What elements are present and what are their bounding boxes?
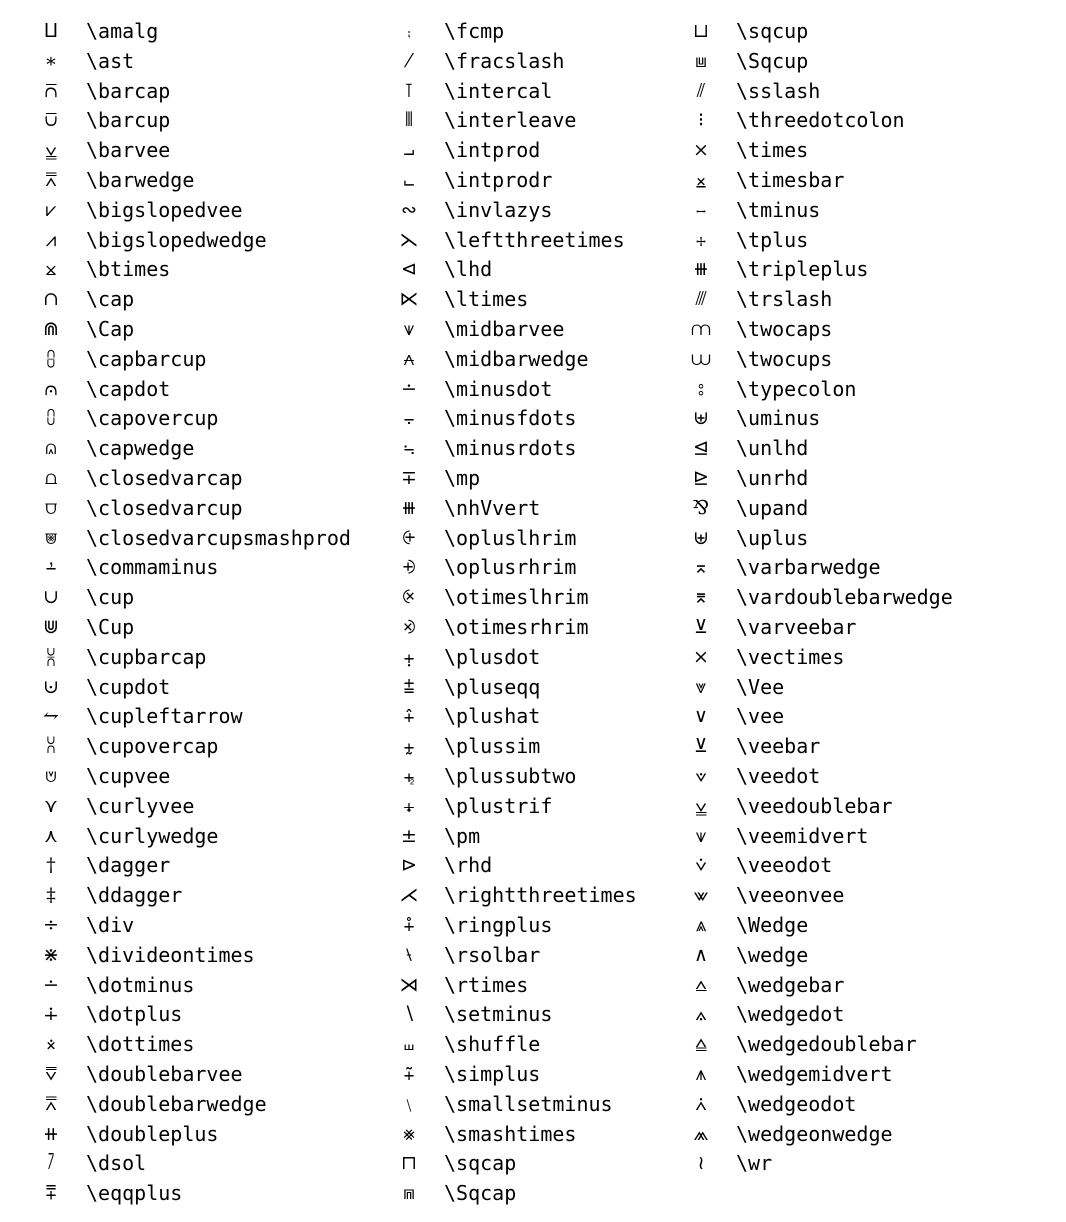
symbol-glyph: ⨯ xyxy=(693,645,709,668)
command-name: \rtimes xyxy=(444,972,529,997)
symbol-glyph: ∩ xyxy=(43,288,59,311)
symbol-glyph: ⩄ xyxy=(45,437,57,460)
command-name: \uminus xyxy=(736,406,821,431)
symbol-glyph: ⨭ xyxy=(402,526,416,549)
command-name: \Cap xyxy=(86,317,135,341)
symbol-glyph: ∸ xyxy=(43,973,59,996)
symbol-glyph: ⊓ xyxy=(401,1152,417,1175)
command-name: \closedvarcup xyxy=(86,495,243,520)
symbol-glyph: ⩚ xyxy=(695,1063,707,1085)
command-name: \veebar xyxy=(736,734,821,759)
symbol-glyph: ⩎ xyxy=(403,1182,415,1205)
symbol-glyph: × xyxy=(693,139,709,162)
symbol-glyph: ⨱ xyxy=(695,169,707,191)
command-name: \midbarwedge xyxy=(444,346,589,371)
command-name: \veedot xyxy=(736,764,821,788)
symbol-glyph: ⋊ xyxy=(399,973,419,996)
symbol-glyph: ⩀ xyxy=(44,377,58,400)
command-name: \tminus xyxy=(736,197,821,222)
command-name: \otimesrhrim xyxy=(444,615,589,639)
command-name: \capdot xyxy=(86,376,171,401)
symbol-glyph: ⩏ xyxy=(695,49,707,72)
symbol-glyph: ⩱ xyxy=(45,1182,57,1205)
command-name: \commaminus xyxy=(86,555,219,580)
symbol-glyph: ⊺ xyxy=(404,79,414,102)
command-name: \plussim xyxy=(444,734,541,759)
symbol-glyph: ⩠ xyxy=(695,1033,707,1056)
command-name: \fracslash xyxy=(444,48,565,73)
symbol-glyph: ± xyxy=(401,824,417,847)
symbol-glyph: ⩓ xyxy=(695,914,707,936)
command-name: \twocaps xyxy=(736,317,833,341)
symbol-glyph: ⨣ xyxy=(403,705,415,728)
symbol-glyph: ⩢ xyxy=(45,1063,57,1085)
command-name: \eqqplus xyxy=(86,1181,183,1206)
symbol-glyph: ⊴ xyxy=(693,437,709,460)
symbol-glyph: ⩟ xyxy=(695,973,707,996)
symbol-glyph: ⨫ xyxy=(403,437,415,460)
command-name: \intprod xyxy=(444,138,541,163)
command-name: \cup xyxy=(86,585,135,610)
symbol-glyph: ⫽ xyxy=(696,79,706,102)
symbol-glyph: ⋒ xyxy=(43,318,59,340)
command-name: \doubleplus xyxy=(86,1121,219,1146)
symbol-glyph: ⩃ xyxy=(44,79,58,102)
command-name: \varbarwedge xyxy=(736,555,881,580)
symbol-glyph: ⋎ xyxy=(44,794,58,817)
symbol-glyph: ≀ xyxy=(697,1152,705,1175)
command-name: \midbarvee xyxy=(444,317,565,341)
command-name: \minusfdots xyxy=(444,406,577,431)
command-name: \curlywedge xyxy=(86,823,219,848)
symbol-glyph: ﹨ xyxy=(399,1092,419,1115)
symbol-glyph: ⧾ xyxy=(696,228,706,251)
command-name: \otimeslhrim xyxy=(444,585,589,610)
command-name: \div xyxy=(86,913,135,937)
command-name: \timesbar xyxy=(736,168,845,192)
command-name: \simplus xyxy=(444,1062,541,1086)
symbol-glyph: ⋏ xyxy=(44,824,58,847)
command-name: \barwedge xyxy=(86,168,195,192)
symbol-glyph: ⋓ xyxy=(43,616,59,638)
symbol-glyph: ⩒ xyxy=(695,854,707,877)
command-name: \Vee xyxy=(736,674,785,699)
command-name: \intprodr xyxy=(444,168,553,192)
command-name: \wedgeonwedge xyxy=(736,1121,893,1146)
symbol-glyph: ⨼ xyxy=(403,139,415,162)
command-name: \doublebarwedge xyxy=(86,1091,267,1116)
symbol-glyph: ⩈ xyxy=(46,645,56,668)
symbol-glyph: ∖ xyxy=(402,1003,416,1026)
symbol-glyph: ⩌ xyxy=(44,496,58,519)
symbol-glyph: ⧺ xyxy=(43,1122,59,1145)
command-name: \doublebarvee xyxy=(86,1062,243,1086)
symbol-glyph: ∸ xyxy=(401,377,417,400)
symbol-glyph: † xyxy=(46,854,56,877)
symbol-glyph: ⩐ xyxy=(44,526,58,549)
symbol-glyph: ∧ xyxy=(694,943,708,966)
command-name: \pluseqq xyxy=(444,674,541,699)
symbol-glyph: ⊲ xyxy=(401,258,417,281)
symbol-glyph: ⧢ xyxy=(404,1033,414,1056)
symbol-glyph: ⩜ xyxy=(403,347,415,370)
command-name: \Wedge xyxy=(736,913,809,937)
symbol-glyph: ⁄ xyxy=(407,49,411,72)
command-name: \divideontimes xyxy=(86,942,255,967)
command-name: \Cup xyxy=(86,615,135,639)
command-name: \vardoublebarwedge xyxy=(736,585,953,610)
command-name: \minusdot xyxy=(444,376,553,401)
command-name: \cupbarcap xyxy=(86,644,207,669)
symbol-glyph: ⨤ xyxy=(403,1063,415,1085)
symbol-glyph: ⋇ xyxy=(43,943,59,966)
symbol-glyph: ∔ xyxy=(43,1003,59,1026)
command-name: \interleave xyxy=(444,108,577,133)
command-name: \smashtimes xyxy=(444,1121,577,1146)
command-name: \cupleftarrow xyxy=(86,704,243,729)
command-name: \tplus xyxy=(736,227,809,252)
symbol-glyph: ⨪ xyxy=(403,407,415,430)
command-name: \vectimes xyxy=(736,644,845,669)
command-name: \unrhd xyxy=(736,466,809,490)
command-name: \oplusrhrim xyxy=(444,555,577,580)
command-name: \sqcap xyxy=(444,1151,517,1176)
symbol-glyph: ⩔ xyxy=(695,675,707,698)
symbol-glyph: ⨧ xyxy=(403,765,415,787)
command-name: \dagger xyxy=(86,853,171,878)
symbol-glyph: ⧿ xyxy=(696,198,706,221)
symbol-glyph: ⩍ xyxy=(44,467,58,489)
command-name: \minusrdots xyxy=(444,436,577,461)
symbol-glyph: ⊎ xyxy=(693,526,709,549)
symbol-glyph: ⧻ xyxy=(693,258,709,281)
symbol-glyph: ⊔ xyxy=(693,20,709,42)
command-name: \pm xyxy=(444,823,481,848)
command-name: \rhd xyxy=(444,853,493,878)
command-name: \twocups xyxy=(736,346,833,371)
command-name: \leftthreetimes xyxy=(444,227,625,252)
command-name: \wedge xyxy=(736,942,809,967)
command-name: \plustrif xyxy=(444,793,553,818)
symbol-glyph: ∾ xyxy=(401,198,417,221)
command-name: \opluslhrim xyxy=(444,525,577,550)
command-name: \ringplus xyxy=(444,913,553,937)
command-name: \Sqcap xyxy=(444,1181,517,1206)
symbol-glyph: ⩋ xyxy=(691,318,711,340)
command-name: \closedvarcupsmashprod xyxy=(86,525,351,550)
command-name: \curlyvee xyxy=(86,793,195,818)
command-name: \wedgemidvert xyxy=(736,1062,893,1086)
command-name: \ltimes xyxy=(444,287,529,312)
command-name: \wr xyxy=(736,1151,773,1176)
command-name: \ast xyxy=(86,48,135,73)
symbol-glyph: ⩊ xyxy=(691,347,711,370)
command-name: \wedgeodot xyxy=(736,1091,857,1116)
command-name: \btimes xyxy=(86,257,171,282)
symbol-glyph: ⊻ xyxy=(694,616,708,638)
command-name: \shuffle xyxy=(444,1032,541,1057)
symbol-glyph: ⨮ xyxy=(402,556,416,579)
symbol-glyph: ⩉ xyxy=(46,347,56,370)
command-name: \veedoublebar xyxy=(736,793,893,818)
symbol-glyph: ⨨ xyxy=(403,794,415,817)
command-name: \sslash xyxy=(736,78,821,103)
symbol-glyph: ∪ xyxy=(43,586,59,609)
symbol-glyph: ⩘ xyxy=(45,228,57,251)
symbol-glyph: ⩇ xyxy=(46,407,56,430)
command-name: \mp xyxy=(444,466,481,490)
symbol-glyph: ⨰ xyxy=(45,1033,57,1056)
symbol-glyph: ⁝ xyxy=(697,109,705,132)
command-name: \invlazys xyxy=(444,197,553,222)
command-name: \capovercup xyxy=(86,406,219,431)
command-name: \bigslopedvee xyxy=(86,197,243,222)
command-name: \plussubtwo xyxy=(444,764,577,788)
symbol-glyph: ⩂ xyxy=(44,109,58,132)
symbol-glyph: ⩛ xyxy=(403,318,415,340)
command-name: \capbarcup xyxy=(86,346,207,371)
symbol-glyph: ⩣ xyxy=(695,794,707,817)
symbol-glyph: ∓ xyxy=(401,467,417,489)
symbol-glyph: ⌅ xyxy=(693,556,709,579)
symbol-glyph: ⩣ xyxy=(45,139,57,162)
command-name: \wedgedoublebar xyxy=(736,1032,917,1057)
command-name: \closedvarcap xyxy=(86,466,243,490)
symbol-glyph: ⊳ xyxy=(401,854,417,877)
symbol-glyph: ⨵ xyxy=(402,616,416,638)
symbol-glyph: ⨥ xyxy=(403,645,415,668)
symbol-glyph: ⊎ xyxy=(693,407,709,430)
symbol-glyph: ÷ xyxy=(43,914,59,936)
command-name: \cap xyxy=(86,287,135,312)
symbol-glyph: ⟑ xyxy=(695,1003,707,1026)
command-name: \barcap xyxy=(86,78,171,103)
command-name: \unlhd xyxy=(736,436,809,461)
symbol-glyph: ⨴ xyxy=(402,586,416,609)
command-name: \bigslopedwedge xyxy=(86,227,267,252)
command-name: \upand xyxy=(736,495,809,520)
symbol-glyph: ⩲ xyxy=(403,675,415,698)
symbol-glyph: ⨿ xyxy=(44,20,58,42)
symbol-glyph: ⥊ xyxy=(43,705,59,728)
symbol-glyph: ⩞ xyxy=(45,169,57,191)
command-name: \tripleplus xyxy=(736,257,869,282)
symbol-glyph: ∗ xyxy=(44,49,58,72)
command-name: \intercal xyxy=(444,78,553,103)
command-name: \vee xyxy=(736,704,785,729)
symbol-glyph: ⩞ xyxy=(45,1092,57,1115)
command-name: \Sqcup xyxy=(736,48,809,73)
symbol-glyph: ∨ xyxy=(694,705,708,728)
symbol-glyph: ⋉ xyxy=(399,288,419,311)
symbol-glyph: ⟇ xyxy=(695,765,707,787)
symbol-glyph: ⊻ xyxy=(694,735,708,758)
symbol-glyph: ⧶ xyxy=(47,1152,55,1175)
command-name: \uplus xyxy=(736,525,809,550)
symbol-glyph: ⦂ xyxy=(698,377,704,400)
command-name: \wedgedot xyxy=(736,1002,845,1027)
symbol-glyph: ⧻ xyxy=(401,496,417,519)
command-name: \dottimes xyxy=(86,1032,195,1057)
command-name: \threedotcolon xyxy=(736,108,905,133)
command-name: \varveebar xyxy=(736,615,857,639)
command-name: \dotminus xyxy=(86,972,195,997)
symbol-glyph: ⩅ xyxy=(45,765,57,787)
command-name: \sqcup xyxy=(736,19,809,43)
command-name: \wedgebar xyxy=(736,972,845,997)
command-name: \lhd xyxy=(444,257,493,282)
symbol-glyph: ⫻ xyxy=(695,288,707,311)
command-name: \ddagger xyxy=(86,883,183,908)
symbol-glyph: ⩛ xyxy=(695,824,707,847)
symbol-glyph: ⅋ xyxy=(692,496,710,519)
command-name: \dsol xyxy=(86,1151,147,1176)
command-name: \cupovercap xyxy=(86,734,219,759)
command-name: \capwedge xyxy=(86,436,195,461)
command-name: \smallsetminus xyxy=(444,1091,613,1116)
symbol-glyph: ⨽ xyxy=(403,169,415,191)
command-name: \nhVvert xyxy=(444,495,541,520)
command-name: \cupdot xyxy=(86,674,171,699)
command-name: \veemidvert xyxy=(736,823,869,848)
command-name: \barvee xyxy=(86,138,171,163)
symbol-glyph: ⨳ xyxy=(403,1122,415,1145)
command-name: \rsolbar xyxy=(444,942,541,967)
symbol-glyph: ⨩ xyxy=(45,556,57,579)
command-name: \veeonvee xyxy=(736,883,845,908)
command-name: \plushat xyxy=(444,704,541,729)
symbol-glyph: ⩗ xyxy=(45,198,57,221)
symbol-glyph: ⩖ xyxy=(693,884,709,907)
command-name: \typecolon xyxy=(736,376,857,401)
symbol-glyph: ⊵ xyxy=(693,467,709,489)
command-name: \trslash xyxy=(736,287,833,312)
command-name: \fcmp xyxy=(444,19,505,43)
command-name: \dotplus xyxy=(86,1002,183,1027)
symbol-glyph: ⩆ xyxy=(46,735,56,758)
symbol-glyph: ⋌ xyxy=(399,884,419,907)
command-name: \times xyxy=(736,138,809,163)
symbol-glyph: ⨢ xyxy=(403,914,415,936)
symbol-glyph: ⧷ xyxy=(405,943,413,966)
command-name: \barcup xyxy=(86,108,171,133)
symbol-glyph: ‡ xyxy=(46,884,56,907)
symbol-glyph: ⊍ xyxy=(43,675,59,698)
symbol-glyph: ⌆ xyxy=(693,586,709,609)
symbol-glyph: ⩑ xyxy=(695,1092,707,1115)
command-name: \cupvee xyxy=(86,764,171,788)
command-name: \amalg xyxy=(86,19,159,43)
command-name: \veeodot xyxy=(736,853,833,878)
command-name: \plusdot xyxy=(444,644,541,669)
command-name: \setminus xyxy=(444,1002,553,1027)
symbol-glyph: ⨲ xyxy=(45,258,57,281)
symbol-glyph: ⩕ xyxy=(693,1122,709,1145)
command-name: \rightthreetimes xyxy=(444,883,637,908)
symbol-glyph: ⫴ xyxy=(405,109,413,132)
symbol-glyph: ⋋ xyxy=(399,228,419,251)
symbol-glyph: ⨦ xyxy=(403,735,415,758)
symbol-glyph: ⨾ xyxy=(407,20,411,42)
